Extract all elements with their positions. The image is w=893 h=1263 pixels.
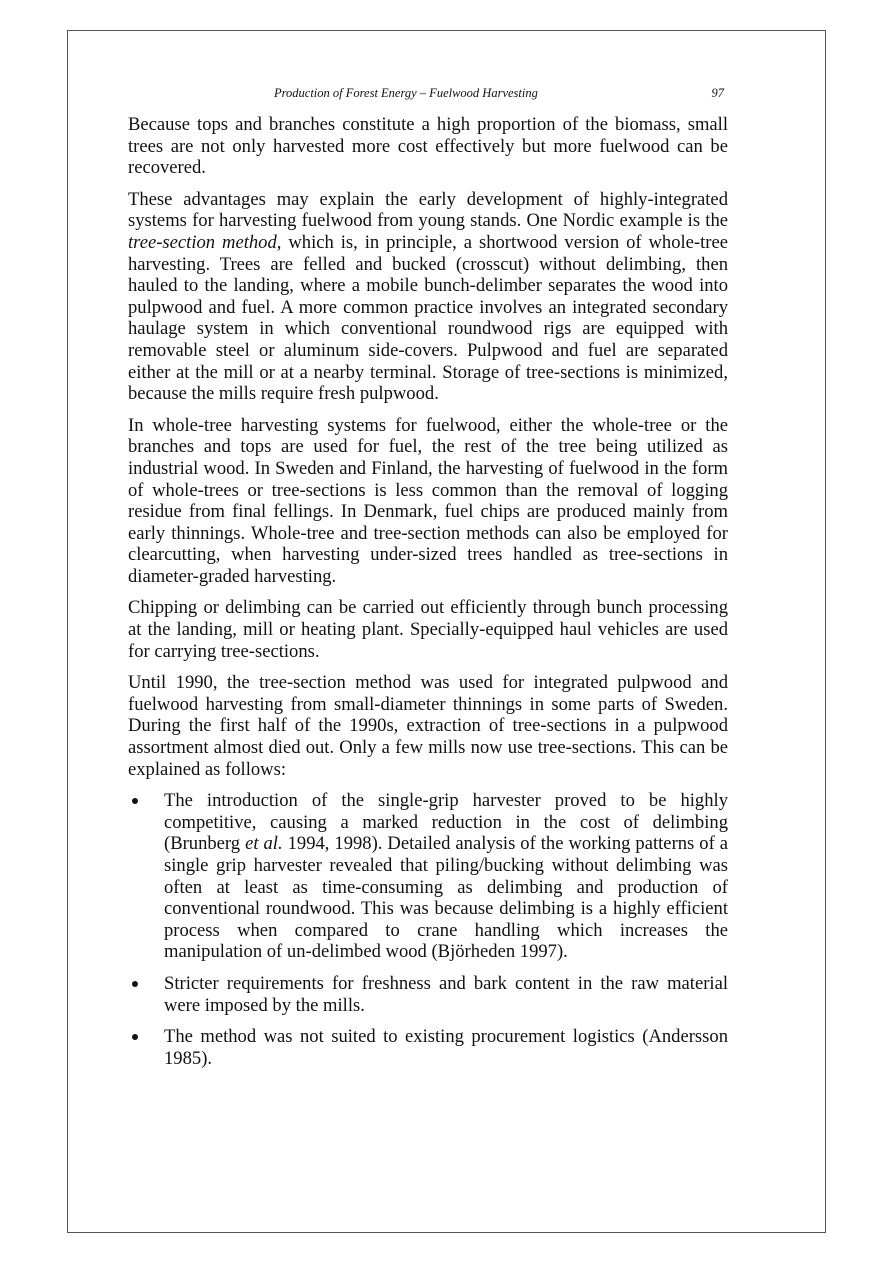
text-run: The method was not suited to existing procurement logistics (Andersson 1985). <box>164 1026 728 1069</box>
text-run: These advantages may explain the early development of highly-integrated systems for harvesting fuelwood from young stands. One Nordic example is the <box>128 188 728 232</box>
page-number: 97 <box>711 86 724 100</box>
text-run: Because tops and branches constitute a high proportion of the biomass, small trees are not only harvested more cost effectively but more fuelwood can be recovered. <box>128 114 728 179</box>
text-run: Chipping or delimbing can be carried out efficiently through bunch processing at the landing, mill or heating plant. Specially-equipped haul vehicles are used for carrying tree-sections. <box>128 597 728 662</box>
bullet-item <box>128 1026 728 1069</box>
bullet-dot-icon <box>132 1034 138 1040</box>
bullet-dot-icon <box>132 981 138 987</box>
text-run: 1994, 1998). Detailed analysis of the working patterns of a single grip harvester revealed that piling/bucking without delimbing was often at least as time-consuming as delimbing and production of conventional roundwood. This was because delimbing is a highly efficient process when compared to crane handling which increases the manipulation of un-delimbed wood (Björheden 1997). <box>164 833 729 963</box>
text-run: In whole-tree harvesting systems for fuelwood, either the whole-tree or the branches and tops are used for fuel, the rest of the tree being utilized as industrial wood. In Sweden and Finland, the harvesting of fuelwood in the form of whole-trees or tree-sections is less common than the removal of logging residue from final fellings. In Denmark, fuel chips are produced mainly from early thinnings. Whole-tree and tree-section methods can also be employed for clearcutting, when harvesting under-sized trees handled as tree-sections in diameter-graded harvesting. <box>128 414 728 587</box>
bullet-dot-icon <box>132 798 138 804</box>
paragraphs <box>128 114 728 780</box>
paragraph <box>128 114 728 179</box>
paragraph <box>128 189 728 405</box>
body-text <box>128 114 728 1079</box>
header-title: Production of Forest Energy – Fuelwood Harvesting <box>274 86 538 100</box>
text-run: which is, in principle, a shortwood version of whole-tree harvesting. Trees are felled and bucked (crosscut) without delimbing, then hauled to the landing, where a mobile bunch-delimber separates the wood into pulpwood and fuel. A more common practice involves an integrated secondary haulage system in which conventional roundwood rigs are equipped with removable steel or aluminum side-covers. Pulpwood and fuel are separated either at the mill or at a nearby terminal. Storage of tree-sections is minimized, because the mills require fresh pulpwood. <box>128 231 728 405</box>
text-run: The introduction of the single-grip harvester proved to be highly competitive, causing a marked reduction in the cost of delimbing (Brunberg <box>164 790 728 855</box>
italic-text: et al. <box>245 833 283 855</box>
bullet-item <box>128 973 728 1016</box>
italic-text: tree-section method, <box>128 231 282 253</box>
running-header <box>128 86 726 102</box>
bullet-list <box>128 790 728 1069</box>
bullet-item <box>128 790 728 963</box>
text-run: Until 1990, the tree-section method was used for integrated pulpwood and fuelwood harvesting from small-diameter thinnings in some parts of Sweden. During the first half of the 1990s, extraction of tree-sections in a pulpwood assortment almost died out. Only a few mills now use tree-sections. This can be explained as follows: <box>128 672 728 780</box>
paragraph <box>128 415 728 588</box>
paragraph <box>128 597 728 662</box>
text-run: Stricter requirements for freshness and bark content in the raw material were imposed by the mills. <box>164 972 728 1016</box>
paragraph <box>128 672 728 780</box>
